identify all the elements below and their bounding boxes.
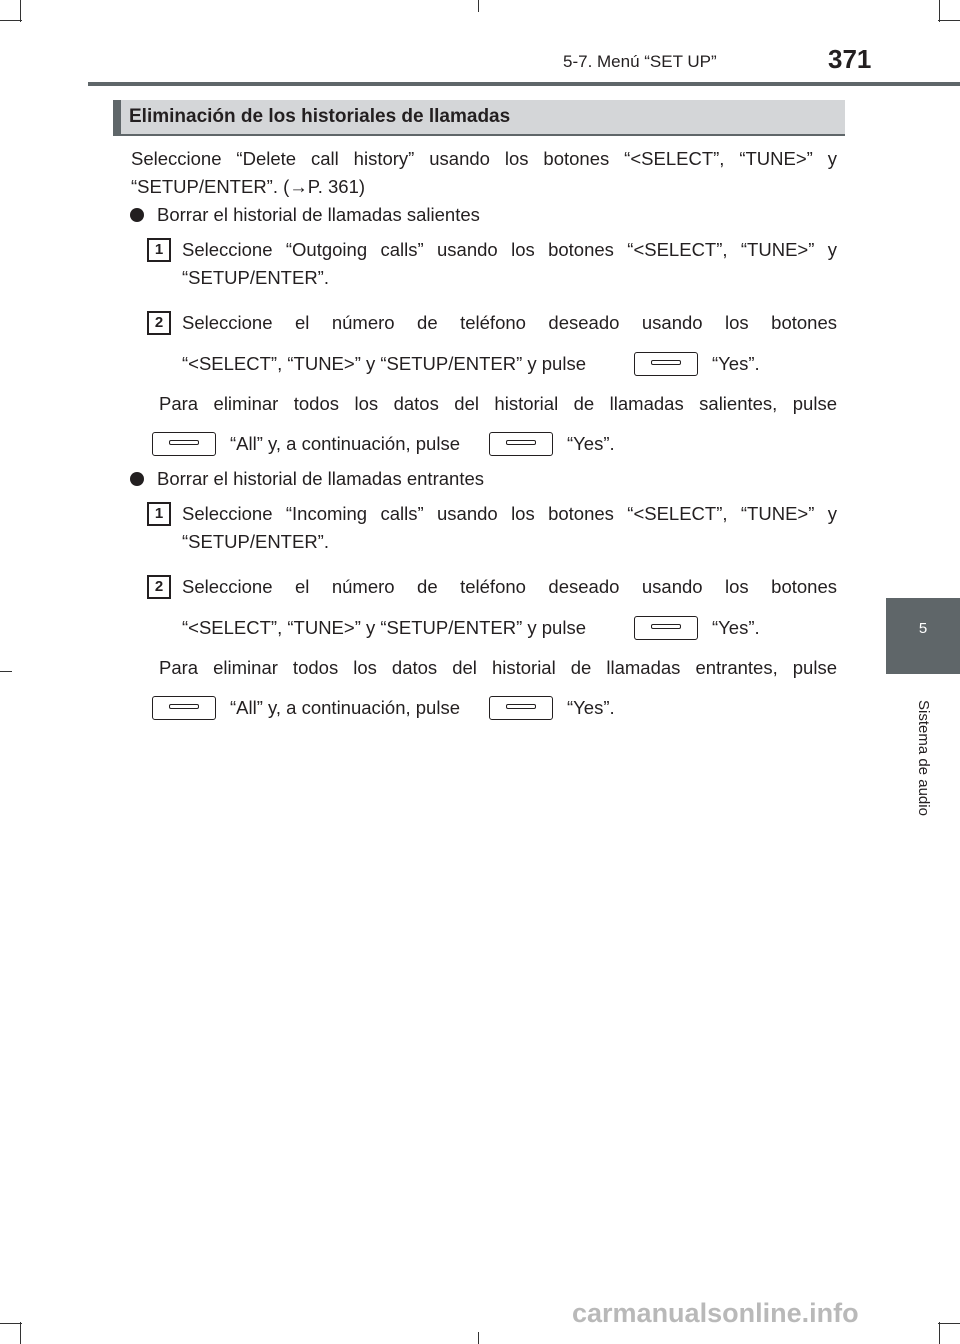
crop-mark (939, 0, 940, 22)
phone-key-icon (152, 432, 216, 456)
step-number-badge: 2 (147, 311, 171, 335)
section-title-bar (113, 100, 845, 136)
incoming-note-all: “All” y, a continuación, pulse (230, 697, 460, 718)
phone-key-icon (489, 432, 553, 456)
step-number-badge: 2 (147, 575, 171, 599)
incoming-step2-line-1: Seleccione el número de teléfono deseado usando los botones (182, 576, 837, 597)
bullet-icon (130, 472, 144, 486)
outgoing-step2-line-1: Seleccione el número de teléfono deseado usando los botones (182, 312, 837, 333)
crop-mark (0, 671, 12, 672)
phone-key-icon (634, 352, 698, 376)
page-number: 371 (828, 44, 872, 74)
outgoing-step1-line-2: “SETUP/ENTER”. (182, 267, 329, 288)
header-section: 5-7. Menú “SET UP” (563, 52, 717, 71)
chapter-title: Sistema de audio (915, 700, 932, 816)
intro-line-1: Seleccione “Delete call history” usando los botones “<SELECT”, “TUNE>” y (131, 148, 837, 169)
crop-mark (20, 0, 21, 22)
phone-key-icon (489, 696, 553, 720)
incoming-note-yes: “Yes”. (567, 697, 615, 718)
outgoing-note-line-1: Para eliminar todos los datos del historial de llamadas salientes, pulse (159, 393, 837, 414)
outgoing-note-yes: “Yes”. (567, 433, 615, 454)
outgoing-heading: Borrar el historial de llamadas salientes (157, 204, 480, 225)
watermark: carmanualsonline.info (572, 1298, 859, 1328)
outgoing-step1-line-1: Seleccione “Outgoing calls” usando los botones “<SELECT”, “TUNE>” y (182, 239, 837, 260)
step-number-badge: 1 (147, 502, 171, 526)
incoming-step2-line-2: “<SELECT”, “TUNE>” y “SETUP/ENTER” y pulse (182, 617, 586, 638)
crop-mark (478, 0, 479, 12)
incoming-step1-line-1: Seleccione “Incoming calls” usando los botones “<SELECT”, “TUNE>” y (182, 503, 837, 524)
header-rule (88, 82, 960, 86)
crop-mark (20, 1322, 21, 1344)
phone-key-icon (634, 616, 698, 640)
chapter-tab (886, 598, 960, 674)
incoming-note-line-1: Para eliminar todos los datos del historial de llamadas entrantes, pulse (159, 657, 837, 678)
intro-line-2: “SETUP/ENTER”. (→P. 361) (131, 176, 366, 197)
crop-mark (0, 20, 22, 21)
incoming-heading: Borrar el historial de llamadas entrantes (157, 468, 484, 489)
step-number-badge: 1 (147, 238, 171, 262)
outgoing-note-all: “All” y, a continuación, pulse (230, 433, 460, 454)
crop-mark (0, 1323, 22, 1324)
crop-mark (478, 1332, 479, 1344)
phone-key-icon (152, 696, 216, 720)
section-title: Eliminación de los historiales de llamadas (129, 106, 511, 127)
chapter-number: 5 (918, 620, 928, 637)
crop-mark (939, 1322, 940, 1344)
crop-mark (938, 20, 960, 21)
outgoing-step2-yes: “Yes”. (712, 353, 760, 374)
crop-mark (938, 1323, 960, 1324)
bullet-icon (130, 208, 144, 222)
incoming-step2-yes: “Yes”. (712, 617, 760, 638)
outgoing-step2-line-2: “<SELECT”, “TUNE>” y “SETUP/ENTER” y pulse (182, 353, 586, 374)
incoming-step1-line-2: “SETUP/ENTER”. (182, 531, 329, 552)
